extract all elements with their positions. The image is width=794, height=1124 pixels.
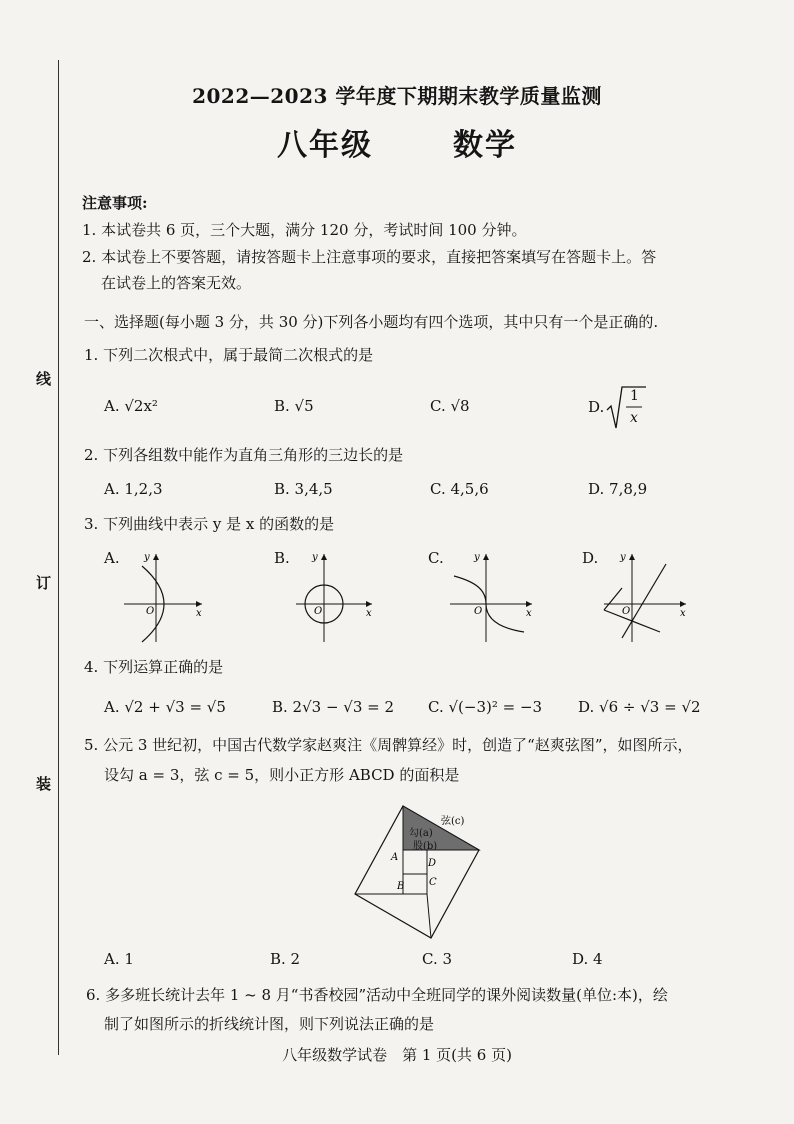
q5-option-d: D. 4 bbox=[572, 950, 603, 968]
notes-item-1: 1. 本试卷共 6 页，三个大题，满分 120 分，考试时间 100 分钟。 bbox=[82, 221, 527, 239]
q5-label-c: C bbox=[429, 877, 437, 888]
q3-d-origin: O bbox=[622, 606, 631, 617]
q5-line-2: 设勾 a = 3，弦 c = 5，则小正方形 ABCD 的面积是 bbox=[104, 766, 460, 784]
q5-zhao-shuang-figure bbox=[345, 800, 505, 960]
subtitle-subject: 数学 bbox=[453, 128, 517, 163]
q5-option-c: C. 3 bbox=[422, 950, 453, 968]
q1-stem: 1. 下列二次根式中，属于最简二次根式的是 bbox=[84, 346, 374, 364]
q4-stem: 4. 下列运算正确的是 bbox=[84, 658, 224, 676]
q3-graph-a bbox=[120, 548, 210, 648]
q5-line-1: 5. 公元 3 世纪初，中国古代数学家赵爽注《周髀算经》时，创造了“赵爽弦图”，如图所示， bbox=[84, 736, 693, 754]
notes-item-2-line-1: 2. 本试卷上不要答题，请按答题卡上注意事项的要求，直接把答案填写在答题卡上。答 bbox=[82, 248, 657, 266]
q2-option-b: B. 3,4,5 bbox=[274, 480, 333, 498]
q4-option-b: B. 2√3 − √3 = 2 bbox=[272, 698, 395, 716]
q5-label-xian: 弦(c) bbox=[441, 816, 465, 827]
q3-a-y-label: y bbox=[144, 552, 150, 563]
q3-stem: 3. 下列曲线中表示 y 是 x 的函数的是 bbox=[84, 515, 335, 533]
q2-option-d: D. 7,8,9 bbox=[588, 480, 648, 498]
binding-label-zhuang: 装 bbox=[36, 775, 52, 793]
q5-label-d: D bbox=[428, 858, 437, 869]
q3-b-x-label: x bbox=[366, 608, 372, 619]
q5-option-b: B. 2 bbox=[270, 950, 301, 968]
exam-title: 2022—2023 学年度下期期末教学质量监测 bbox=[192, 84, 602, 108]
q3-graph-c bbox=[446, 548, 542, 648]
q3-a-x-label: x bbox=[196, 608, 202, 619]
q3-graph-d bbox=[600, 548, 696, 648]
q5-label-gu: 股(b) bbox=[413, 841, 438, 852]
q3-c-y-label: y bbox=[474, 552, 480, 563]
q2-option-a: A. 1,2,3 bbox=[104, 480, 163, 498]
q4-option-a: A. √2 + √3 = √5 bbox=[104, 698, 226, 716]
q2-option-c: C. 4,5,6 bbox=[430, 480, 489, 498]
notes-item-2-line-2: 在试卷上的答案无效。 bbox=[101, 274, 252, 292]
q3-b-y-label: y bbox=[312, 552, 318, 563]
q3-label-d: D. bbox=[582, 549, 599, 567]
q1-option-d-numerator: 1 bbox=[630, 388, 639, 404]
q1-option-a: A. √2x² bbox=[104, 397, 158, 415]
q5-option-a: A. 1 bbox=[104, 950, 134, 968]
q3-label-b: B. bbox=[274, 549, 290, 567]
q5-label-b: B bbox=[397, 881, 405, 892]
q5-label-gou: 勾(a) bbox=[409, 828, 433, 839]
binding-line bbox=[58, 60, 59, 1055]
q5-label-a: A bbox=[391, 852, 399, 863]
q3-d-x-label: x bbox=[680, 608, 686, 619]
q1-option-d-label: D. bbox=[588, 398, 605, 416]
binding-label-ding: 订 bbox=[36, 574, 52, 592]
binding-label-xian: 线 bbox=[36, 370, 52, 388]
exam-subtitle bbox=[0, 120, 794, 164]
q1-option-d-radical bbox=[606, 384, 646, 432]
q3-graph-b bbox=[292, 548, 382, 648]
q4-option-d: D. √6 ÷ √3 = √2 bbox=[578, 698, 701, 716]
q3-c-origin: O bbox=[474, 606, 483, 617]
q1-option-c: C. √8 bbox=[430, 397, 470, 415]
q3-a-origin: O bbox=[146, 606, 155, 617]
page-footer: 八年级数学试卷 第 1 页(共 6 页) bbox=[282, 1046, 512, 1064]
q2-stem: 2. 下列各组数中能作为直角三角形的三边长的是 bbox=[84, 446, 404, 464]
q3-d-y-label: y bbox=[620, 552, 626, 563]
notes-heading: 注意事项: bbox=[82, 194, 148, 212]
section-1-heading: 一、选择题(每小题 3 分，共 30 分)下列各小题均有四个选项，其中只有一个是正确的. bbox=[84, 313, 659, 331]
q3-label-a: A. bbox=[104, 549, 120, 567]
subtitle-grade: 八年级 bbox=[277, 128, 373, 163]
q1-option-b: B. √5 bbox=[274, 397, 314, 415]
q3-label-c: C. bbox=[428, 549, 444, 567]
q1-option-d-denominator: x bbox=[630, 410, 638, 426]
q3-c-x-label: x bbox=[526, 608, 532, 619]
q3-b-origin: O bbox=[314, 606, 323, 617]
q6-line-2: 制了如图所示的折线统计图，则下列说法正确的是 bbox=[104, 1015, 435, 1033]
q6-line-1: 6. 多多班长统计去年 1 ~ 8 月“书香校园”活动中全班同学的课外阅读数量(单位:本)，绘 bbox=[86, 986, 668, 1004]
q4-option-c: C. √(−3)² = −3 bbox=[428, 698, 543, 716]
